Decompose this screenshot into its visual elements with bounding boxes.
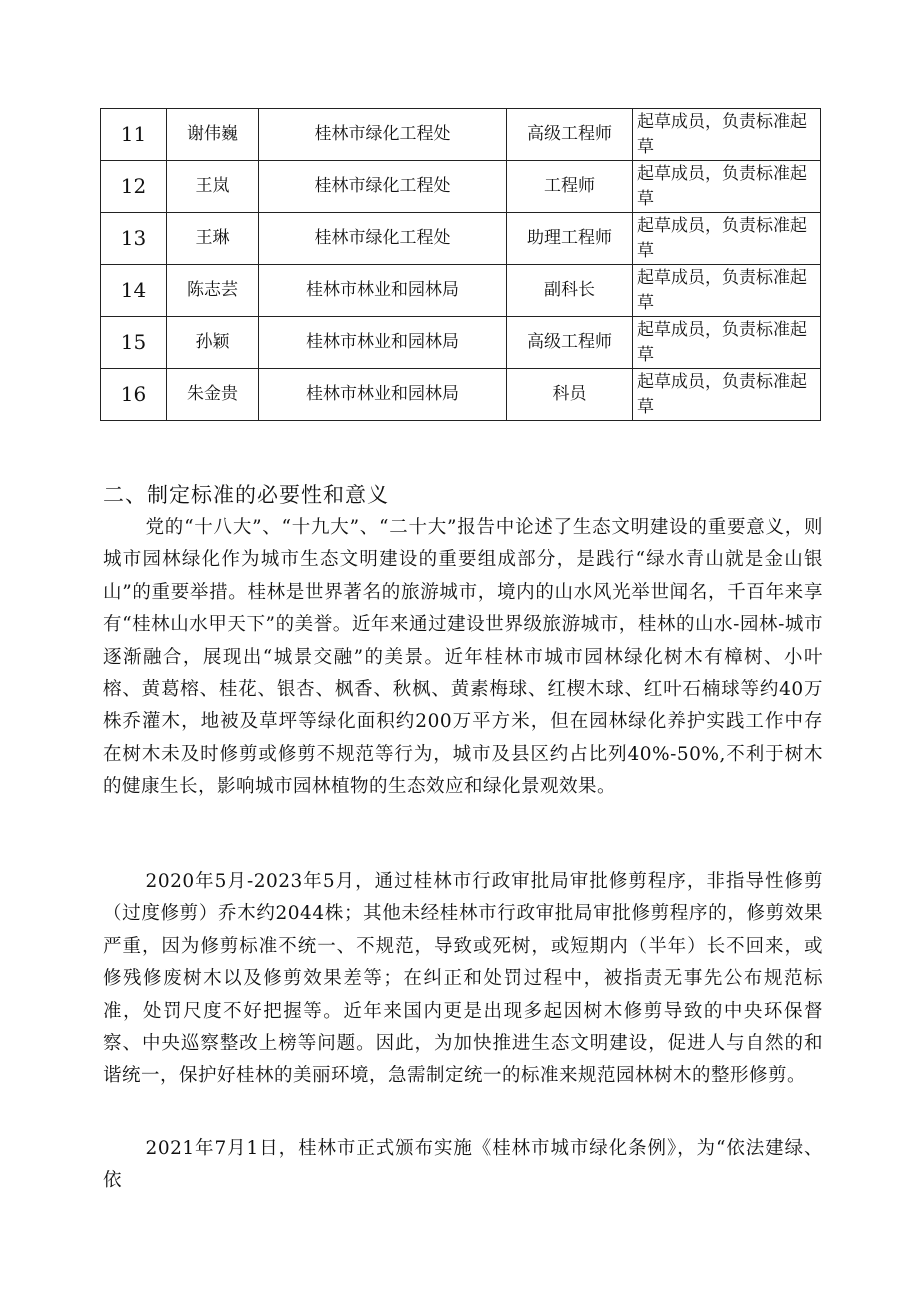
member-organization: 桂林市绿化工程处: [259, 161, 507, 213]
table-row: [101, 213, 821, 265]
member-organization: 桂林市林业和园林局: [259, 265, 507, 317]
member-title: 高级工程师: [507, 317, 633, 369]
table-row: [101, 161, 821, 213]
member-name: 谢伟巍: [167, 109, 259, 161]
member-name: 陈志芸: [167, 265, 259, 317]
member-role: 起草成员，负责标准起草: [633, 317, 821, 369]
member-role: 起草成员，负责标准起草: [633, 265, 821, 317]
row-number: 15: [101, 317, 167, 369]
body-paragraph: 党的“十八大”、“十九大”、“二十大”报告中论述了生态文明建设的重要意义，则城市园林绿化作为城市生态文明建设的重要组成部分，是践行“绿水青山就是金山银山”的重要举措。桂林是世界著名的旅游城市，境内的山水风光举世闻名，千百年来享有“桂林山水甲天下”的美誉。近年来通过建设世界级旅游城市，桂林的山水-园林-城市逐渐融合，展现出“城景交融”的美景。近年桂林市城市园林绿化树木有樟树、小叶榕、黄葛榕、桂花、银杏、枫香、秋枫、黄素梅球、红楔木球、红叶石楠球等约40万株乔灌木，地被及草坪等绿化面积约200万平方米，但在园林绿化养护实践工作中存在树木未及时修剪或修剪不规范等行为，城市及县区约占比列40%-50%,不利于树木的健康生长，影响城市园林植物的生态效应和绿化景观效果。: [103, 517, 823, 798]
member-title: 科员: [507, 369, 633, 421]
member-role: 起草成员，负责标准起草: [633, 161, 821, 213]
member-organization: 桂林市绿化工程处: [259, 213, 507, 265]
member-title: 工程师: [507, 161, 633, 213]
member-name: 孙颖: [167, 317, 259, 369]
table-row: [101, 369, 821, 421]
row-number: 16: [101, 369, 167, 421]
member-organization: 桂林市林业和园林局: [259, 317, 507, 369]
member-role: 起草成员，负责标准起草: [633, 109, 821, 161]
member-name: 王岚: [167, 161, 259, 213]
drafters-table: [100, 108, 821, 421]
row-number: 13: [101, 213, 167, 265]
member-name: 王琳: [167, 213, 259, 265]
member-title: 副科长: [507, 265, 633, 317]
row-number: 12: [101, 161, 167, 213]
table-row: [101, 265, 821, 317]
member-role: 起草成员，负责标准起草: [633, 369, 821, 421]
member-name: 朱金贵: [167, 369, 259, 421]
row-number: 11: [101, 109, 167, 161]
body-paragraph: 2020年5月-2023年5月，通过桂林市行政审批局审批修剪程序，非指导性修剪（过度修剪）乔木约2044株；其他未经桂林市行政审批局审批修剪程序的，修剪效果严重，因为修剪标准不统一、不规范，导致或死树，或短期内（半年）长不回来，或修残修废树木以及修剪效果差等；在纠正和处罚过程中，被指责无事先公布规范标准，处罚尺度不好把握等。近年来国内更是出现多起因树木修剪导致的中央环保督察、中央巡察整改上榜等问题。因此，为加快推进生态文明建设，促进人与自然的和谐统一，保护好桂林的美丽环境，急需制定统一的标准来规范园林树木的整形修剪。: [103, 871, 823, 1087]
body-paragraph: 2021年7月1日，桂林市正式颁布实施《桂林市城市绿化条例》，为“依法建绿、依: [103, 1138, 823, 1192]
member-title: 助理工程师: [507, 213, 633, 265]
member-organization: 桂林市林业和园林局: [259, 369, 507, 421]
member-organization: 桂林市绿化工程处: [259, 109, 507, 161]
section-heading: 二、制定标准的必要性和意义: [103, 483, 389, 507]
row-number: 14: [101, 265, 167, 317]
member-title: 高级工程师: [507, 109, 633, 161]
member-role: 起草成员，负责标准起草: [633, 213, 821, 265]
table-row: [101, 317, 821, 369]
table-row: [101, 109, 821, 161]
